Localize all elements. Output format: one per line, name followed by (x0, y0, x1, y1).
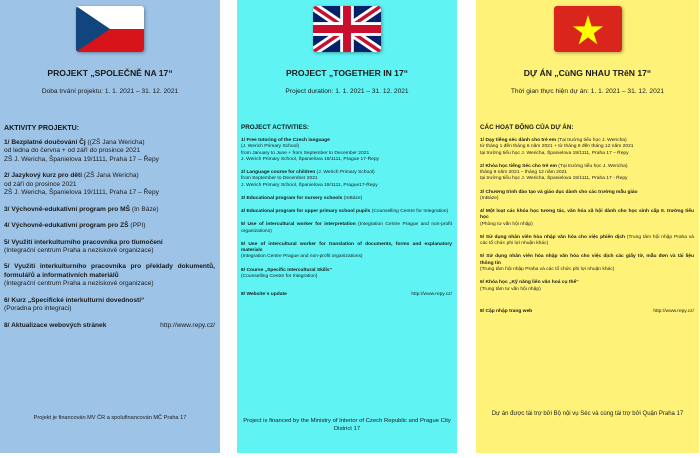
page-title: PROJECT „TOGETHER IN 17“ (285, 68, 409, 78)
uk-flag-icon (313, 6, 381, 52)
list-item: 5/ Use of intercultural worker for translation of documents, forms and explanatory materials (Integration Centre Prague and non-profit organizations) (241, 241, 452, 260)
list-item: 5/ Sử dụng nhân viên hòa nhập văn hóa cho việc phiên dịch (Trung tâm hội nhập Praha và các tổ chức phi lợi nhuận khác) (480, 234, 694, 247)
list-item: 6/ Kurz „Specifické interkulturní dovednosti“ (Poradna pro integraci) (4, 296, 145, 313)
list-item: 4/ Một loạt các khóa học tương tác, văn hóa xã hội dành cho học sinh cấp II. trường tiểu học (Phòng tư vấn hội nhập) (480, 209, 694, 227)
funding-note: Projekt je financován MV ČR a spolufinancován MČ Praha 17 (33, 415, 187, 421)
list-item: 5/ Využití interkulturního pracovníka pro tlumočení (Integrační centrum Praha a neziskové organizace) (4, 238, 163, 254)
vietnam-flag-icon (554, 6, 622, 52)
website-link[interactable]: http://www.repy.cz/ (160, 321, 215, 329)
czech-column (0, 0, 220, 453)
list-item: 3/ Educational program for nursery schools (InBáze) (241, 195, 363, 201)
website-link[interactable]: http://www.repy.cz/ (653, 308, 694, 314)
list-item: 6/ Khóa học „Kỹ năng liên văn hoá cụ thể“ (Trung tâm tư vấn hội nhập) (480, 280, 579, 292)
list-item: 2/ Jazykový kurz pro děti (ZŠ Jana Wericha) od září do prosince 2021 ZŠ J. Wericha, Španielova 19/1111, Praha 17 – Řepy (4, 172, 159, 197)
list-item: 5/ Use of intercultural worker for interpretation (Integration Centre Prague and non-profit organizations) (241, 222, 452, 234)
web-update-item: 8/ Website´s update http://www.repy.cz/ (241, 292, 452, 298)
funding-note: Dự án được tài trợ bởi Bộ nội vụ Séc và cùng tài trợ bởi Quận Praha 17 (491, 411, 684, 417)
list-item: 5/ Využití interkulturního pracovníka pro překlady dokumentů, formulářů a informativních materiálů (Integrační centrum Praha a neziskové organizace) (4, 263, 215, 288)
activities-heading: AKTIVITY PROJEKTU: (4, 124, 80, 132)
page-title: DỰ ÁN „CùNG NHAU TRêN 17“ (523, 68, 652, 78)
list-item: 5/ Sử dụng nhân viên hòa nhập văn hóa cho việc dịch các giấy tờ, mẫu đơn và tài liệu thông tin (Trung tâm hội nhập Praha và các tổ chức phi lợi nhuận khác) (480, 254, 694, 272)
page-title: PROJEKT „SPOLEČNĚ NA 17“ (47, 68, 173, 78)
english-column (237, 0, 457, 453)
web-update-item: 8/ Cập nhập trang web http://www.repy.cz/ (480, 308, 694, 314)
project-duration: Thời gian thực hiện dự án: 1. 1. 2021 – 31. 12. 2021 (510, 88, 665, 95)
funding-note: Project is financed by the Ministry of Interior of Czech Republic and Prague City District 17 (243, 418, 451, 432)
project-duration: Doba trvání projektu: 1. 1. 2021 – 31. 12. 2021 (41, 88, 179, 95)
website-link[interactable]: http://www.repy.cz/ (411, 292, 452, 298)
activities-section (480, 124, 694, 322)
web-update-item: 8/ Aktualizace webových stránek http://www.repy.cz/ (4, 321, 215, 329)
vietnamese-column (476, 0, 699, 453)
list-item: 1/ Bezplatné doučování Čj ((ZŠ Jana Wericha) od ledna do června + od září do prosince 2021 ZŠ J. Wericha, Španielova 19/1111, Praha 17 – Řepy (4, 139, 159, 163)
list-item: 2/ Language course for children (J. Werich Primary School) from September to December 2021 J. Werich Primary School, Španielova 19/1111, Prague17-Řepy (241, 170, 378, 188)
list-item: 1/ Free tutoring of the Czech language (J. Werich Primary School) from January to June + from September to December 2021 J. Werich Primary School, Španielova 19/1111, Prague 17-Řepy (241, 138, 380, 162)
list-item: 1/ Dạy tiếng séc dành cho trẻ em (Tại trường tiểu học J. Wericha) từ tháng 1 đến tháng 6 năm 2021 + từ tháng 9 đến tháng 12 năm 2021 tại trường tiểu học J. Wericha, Španielova 19/1111, Praha 17 – Řepy (480, 138, 634, 156)
list-item: 3/ Chương trình đào tạo và giáo dục dành cho các trường mẫu giáo (InBáze) (480, 189, 638, 201)
list-item: 4/ Výchovně-edukativní program pro ZŠ (PPI) (4, 222, 146, 230)
czech-flag-icon (76, 6, 144, 52)
activities-heading: PROJECT ACTIVITIES: (241, 124, 309, 131)
list-item: 6/ Course „Specific Intercultural Skills“ (Counselling Centre for Integration) (241, 267, 333, 279)
activities-section (241, 124, 452, 306)
project-duration: Project duration: 1. 1. 2021 – 31. 12. 2021 (285, 88, 409, 95)
activities-section (4, 124, 215, 338)
activities-heading: CÁC HOẠT ĐỘNG CỦA DỰ ÁN: (480, 124, 574, 131)
list-item: 4/ Educational program for upper primary school pupils (Counselling Centre for Integration) (241, 209, 449, 215)
list-item: 3/ Výchovně-edukativní program pro MŠ (In Báze) (4, 205, 159, 213)
list-item: 2/ Khóa học tiếng Séc cho trẻ em (Tại trường tiểu học J. Wericha) tháng 9 năm 2021 – tháng 12 năm 2021 tại trường tiểu học J. Wericha, Španielova 19/1111, Praha 17 - Řepy (480, 163, 628, 182)
